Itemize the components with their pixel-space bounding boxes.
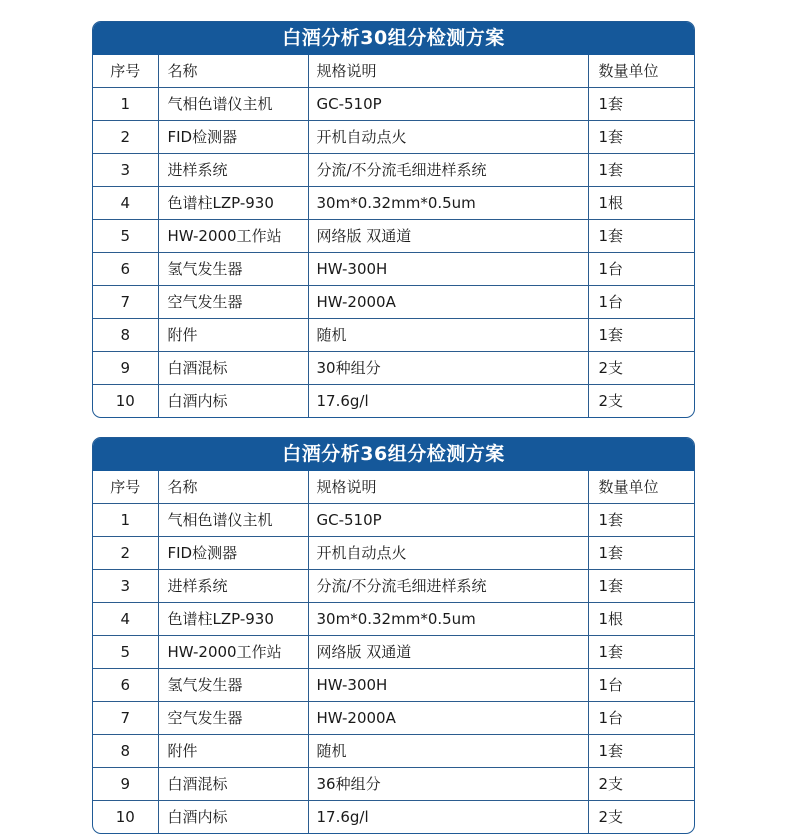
row-no: 5 xyxy=(93,636,158,669)
header-unit: 数量单位 xyxy=(588,55,694,88)
row-no: 6 xyxy=(93,669,158,702)
row-unit: 1台 xyxy=(588,253,694,286)
row-no: 9 xyxy=(93,352,158,385)
row-unit: 1根 xyxy=(588,603,694,636)
row-name: 白酒混标 xyxy=(158,352,308,385)
table-row xyxy=(93,669,694,702)
row-spec: 开机自动点火 xyxy=(308,121,588,154)
row-unit: 1台 xyxy=(588,286,694,319)
table-row xyxy=(93,121,694,154)
table-row xyxy=(93,768,694,801)
row-name: 气相色谱仪主机 xyxy=(158,88,308,121)
row-name: HW-2000工作站 xyxy=(158,220,308,253)
row-unit: 1套 xyxy=(588,537,694,570)
table-row xyxy=(93,352,694,385)
row-spec: HW-2000A xyxy=(308,286,588,319)
row-spec: GC-510P xyxy=(308,504,588,537)
table-row xyxy=(93,537,694,570)
row-name: 白酒内标 xyxy=(158,801,308,834)
row-no: 6 xyxy=(93,253,158,286)
row-name: 气相色谱仪主机 xyxy=(158,504,308,537)
table-row xyxy=(93,187,694,220)
header-spec: 规格说明 xyxy=(308,55,588,88)
row-unit: 1根 xyxy=(588,187,694,220)
table-row xyxy=(93,253,694,286)
row-unit: 1套 xyxy=(588,570,694,603)
header-row xyxy=(93,55,694,88)
header-name: 名称 xyxy=(158,471,308,504)
table-row xyxy=(93,702,694,735)
header-name: 名称 xyxy=(158,55,308,88)
row-no: 3 xyxy=(93,570,158,603)
row-unit: 2支 xyxy=(598,392,624,410)
row-unit: 2支 xyxy=(588,768,694,801)
row-no: 4 xyxy=(93,187,158,220)
row-name: 空气发生器 xyxy=(158,702,308,735)
row-unit: 1套 xyxy=(588,636,694,669)
row-spec: 30m*0.32mm*0.5um xyxy=(308,603,588,636)
header-spec: 规格说明 xyxy=(308,471,588,504)
row-spec: 随机 xyxy=(308,735,588,768)
row-spec: 36种组分 xyxy=(308,768,588,801)
row-unit: 1套 xyxy=(588,319,694,352)
row-no: 10 xyxy=(93,801,158,834)
row-name: 氢气发生器 xyxy=(158,669,308,702)
row-no: 7 xyxy=(93,702,158,735)
row-unit: 1套 xyxy=(588,154,694,187)
row-name: 氢气发生器 xyxy=(158,253,308,286)
row-spec: 17.6g/l xyxy=(308,801,588,834)
row-no: 2 xyxy=(93,121,158,154)
row-name: FID检测器 xyxy=(158,121,308,154)
plan-table-30 xyxy=(92,21,695,418)
row-spec: 30种组分 xyxy=(308,352,588,385)
row-unit: 1套 xyxy=(588,735,694,768)
table-row xyxy=(93,154,694,187)
row-no: 9 xyxy=(93,768,158,801)
row-unit: 2支 xyxy=(598,808,624,826)
row-spec: 网络版 双通道 xyxy=(308,636,588,669)
header-no: 序号 xyxy=(93,471,158,504)
table-row xyxy=(93,636,694,669)
row-spec: HW-300H xyxy=(308,253,588,286)
header-unit: 数量单位 xyxy=(588,471,694,504)
row-spec: 分流/不分流毛细进样系统 xyxy=(308,154,588,187)
row-unit: 1套 xyxy=(588,220,694,253)
header-row xyxy=(93,471,694,504)
row-no: 1 xyxy=(93,504,158,537)
row-spec: 17.6g/l xyxy=(308,385,588,418)
row-no: 10 xyxy=(93,385,158,418)
row-name: 进样系统 xyxy=(158,570,308,603)
row-no: 2 xyxy=(93,537,158,570)
row-no: 7 xyxy=(93,286,158,319)
table-row xyxy=(93,504,694,537)
row-name: 白酒内标 xyxy=(158,385,308,418)
row-unit: 1套 xyxy=(588,121,694,154)
row-name: FID检测器 xyxy=(158,537,308,570)
row-spec: 开机自动点火 xyxy=(308,537,588,570)
header-no: 序号 xyxy=(93,55,158,88)
row-no: 8 xyxy=(93,735,158,768)
row-spec: 随机 xyxy=(308,319,588,352)
table-row xyxy=(93,220,694,253)
row-no: 5 xyxy=(93,220,158,253)
row-unit: 1台 xyxy=(588,669,694,702)
row-spec: 分流/不分流毛细进样系统 xyxy=(308,570,588,603)
row-spec: HW-2000A xyxy=(308,702,588,735)
row-name: 色谱柱LZP-930 xyxy=(158,603,308,636)
row-no: 8 xyxy=(93,319,158,352)
table-row xyxy=(93,385,694,418)
plan-title: 白酒分析36组分检测方案 xyxy=(93,438,694,471)
row-spec: 30m*0.32mm*0.5um xyxy=(308,187,588,220)
row-name: 附件 xyxy=(158,735,308,768)
row-name: 空气发生器 xyxy=(158,286,308,319)
table-row xyxy=(93,319,694,352)
row-no: 4 xyxy=(93,603,158,636)
row-name: 进样系统 xyxy=(158,154,308,187)
row-no: 3 xyxy=(93,154,158,187)
plan-title: 白酒分析30组分检测方案 xyxy=(93,22,694,55)
table-row xyxy=(93,801,694,834)
row-unit: 1套 xyxy=(588,88,694,121)
equipment-table xyxy=(93,55,694,417)
row-unit: 2支 xyxy=(588,352,694,385)
row-no: 1 xyxy=(93,88,158,121)
row-spec: HW-300H xyxy=(308,669,588,702)
plan-table-36 xyxy=(92,437,695,834)
table-row xyxy=(93,570,694,603)
table-row xyxy=(93,88,694,121)
row-spec: GC-510P xyxy=(308,88,588,121)
row-name: 白酒混标 xyxy=(158,768,308,801)
table-row xyxy=(93,735,694,768)
row-name: HW-2000工作站 xyxy=(158,636,308,669)
row-unit: 1台 xyxy=(588,702,694,735)
row-name: 色谱柱LZP-930 xyxy=(158,187,308,220)
table-row xyxy=(93,286,694,319)
table-row xyxy=(93,603,694,636)
equipment-table xyxy=(93,471,694,833)
row-unit: 1套 xyxy=(588,504,694,537)
row-spec: 网络版 双通道 xyxy=(308,220,588,253)
row-name: 附件 xyxy=(158,319,308,352)
